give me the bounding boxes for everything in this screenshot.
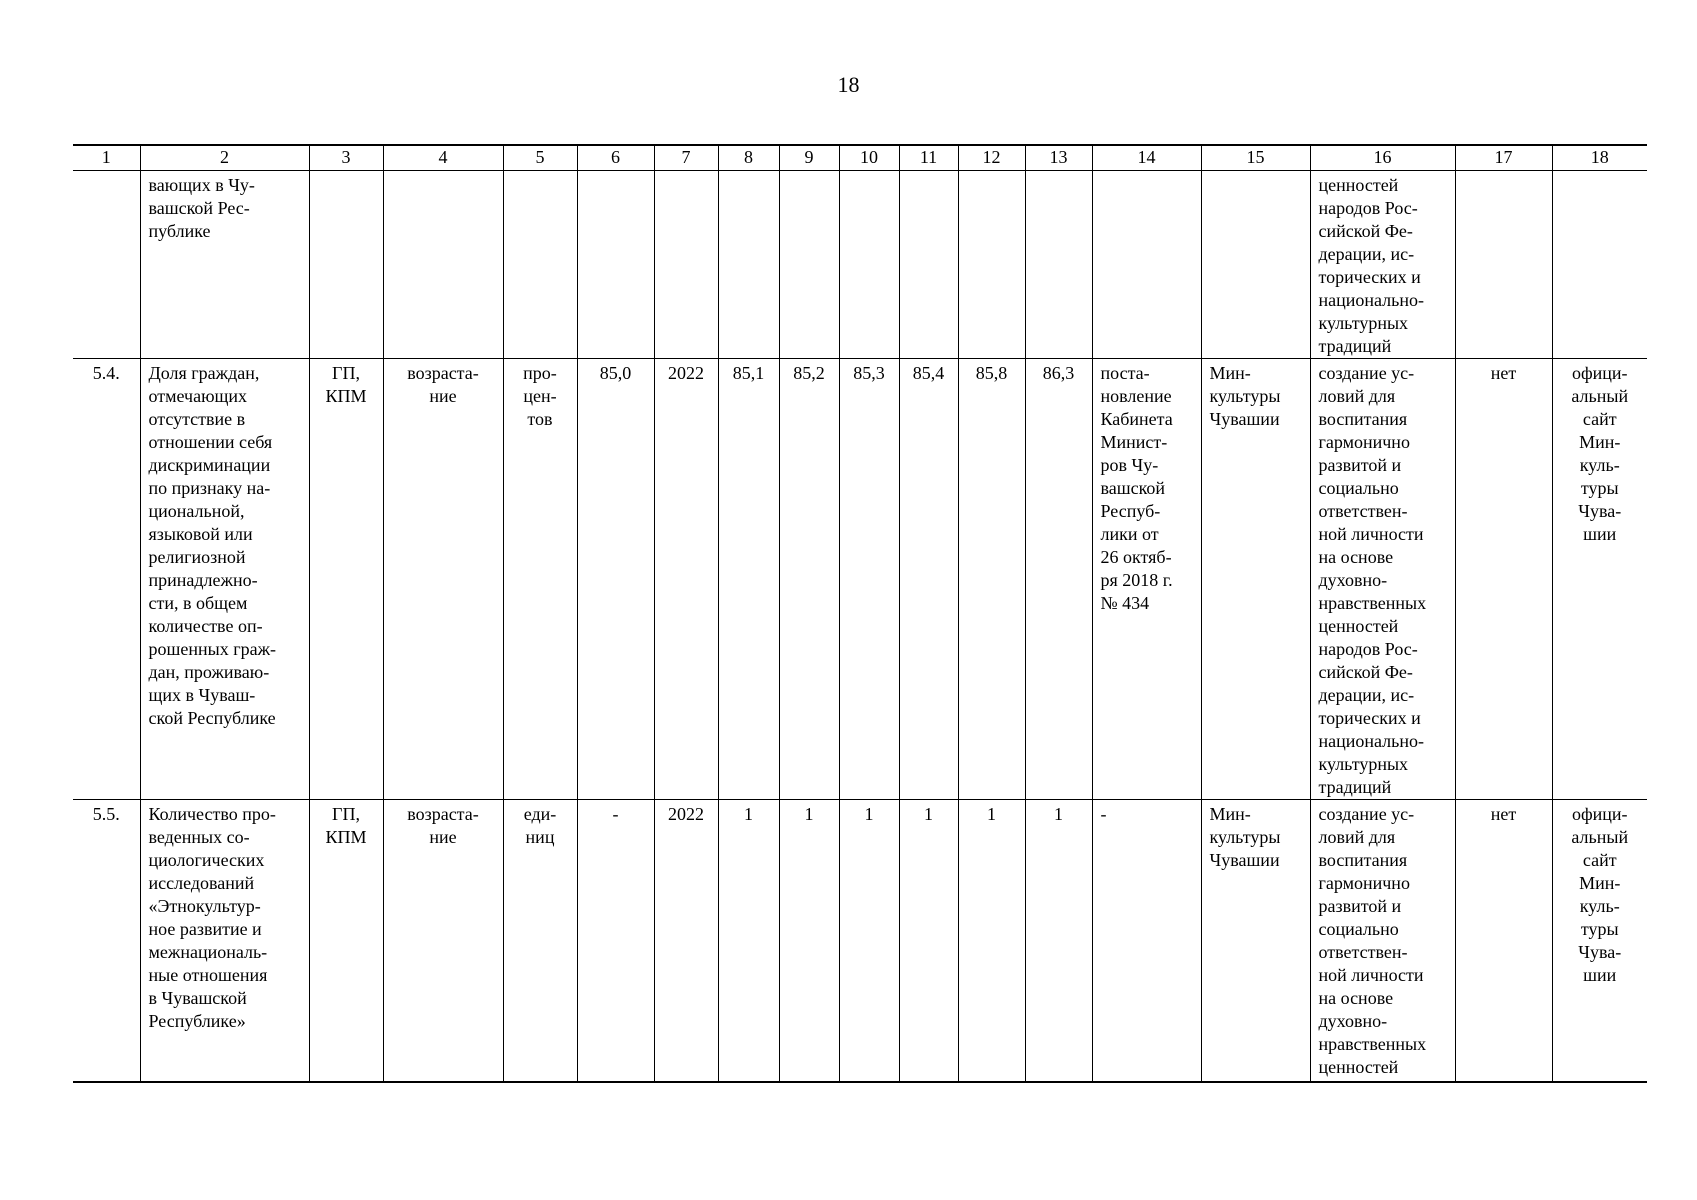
base-value-cell	[577, 171, 654, 359]
value-cell	[779, 171, 839, 359]
value-cell: 1	[958, 800, 1025, 1083]
column-header: 18	[1552, 145, 1647, 171]
column-header: 2	[140, 145, 309, 171]
value-cell	[899, 171, 958, 359]
column-header: 3	[309, 145, 383, 171]
base-value-cell: 85,0	[577, 359, 654, 800]
column-header: 17	[1455, 145, 1552, 171]
base-year-cell: 2022	[654, 800, 718, 1083]
value-cell	[839, 171, 899, 359]
responsible-cell: Мин- культуры Чувашии	[1201, 359, 1310, 800]
table-row	[73, 359, 1647, 800]
document-cell: -	[1092, 800, 1201, 1083]
trend-cell: возраста- ние	[383, 800, 503, 1083]
goal-cell: создание ус- ловий для воспитания гармонично развитой и социально ответствен- ной личности на основе духовно- нравственных ценностей народов Рос- сийской Фе- дерации, ис- торических и национально- культурных традиций	[1310, 359, 1455, 800]
column-header: 8	[718, 145, 779, 171]
column-header: 11	[899, 145, 958, 171]
column-header: 7	[654, 145, 718, 171]
base-year-cell	[654, 171, 718, 359]
value-cell	[958, 171, 1025, 359]
column-number-row	[73, 145, 1647, 171]
column-header: 10	[839, 145, 899, 171]
indicator-cell: Доля граждан, отмечающих отсутствие в отношении себя дискриминации по признаку на- циональной, языковой или религиозной принадлежно- сти, в общем количестве оп- рошенных граж- дан, проживаю- щих в Чуваш- ской Республике	[140, 359, 309, 800]
page-number: 18	[837, 72, 860, 97]
goal-cell: ценностей народов Рос- сийской Фе- дерации, ис- торических и национально- культурных традиций	[1310, 171, 1455, 359]
goal-cell: создание ус- ловий для воспитания гармонично развитой и социально ответствен- ной личности на основе духовно- нравственных ценностей	[1310, 800, 1455, 1083]
column-header: 1	[73, 145, 140, 171]
column-header: 13	[1025, 145, 1092, 171]
table-row	[73, 171, 1647, 359]
value-cell: 1	[779, 800, 839, 1083]
indicator-cell: Количество про- веденных со- циологических исследований «Этнокультур- ное развитие и межнациональ- ные отношения в Чувашской Республике»	[140, 800, 309, 1083]
unit-cell	[503, 171, 577, 359]
value-cell: 1	[839, 800, 899, 1083]
unit-cell: про- цен- тов	[503, 359, 577, 800]
value-cell: 1	[718, 800, 779, 1083]
value-cell	[718, 171, 779, 359]
row-number-cell: 5.4.	[73, 359, 140, 800]
value-cell: 1	[1025, 800, 1092, 1083]
value-cell	[1025, 171, 1092, 359]
column-header: 6	[577, 145, 654, 171]
col17-cell: нет	[1455, 359, 1552, 800]
trend-cell: возраста- ние	[383, 359, 503, 800]
responsible-cell: Мин- культуры Чувашии	[1201, 800, 1310, 1083]
row-number-cell	[73, 171, 140, 359]
value-cell: 1	[899, 800, 958, 1083]
column-header: 5	[503, 145, 577, 171]
program-cell	[309, 171, 383, 359]
col17-cell	[1455, 171, 1552, 359]
row-number-cell: 5.5.	[73, 800, 140, 1083]
column-header: 14	[1092, 145, 1201, 171]
source-cell: офици- альный сайт Мин- куль- туры Чува- шии	[1552, 359, 1647, 800]
column-header: 4	[383, 145, 503, 171]
col17-cell: нет	[1455, 800, 1552, 1083]
value-cell: 85,1	[718, 359, 779, 800]
column-header: 16	[1310, 145, 1455, 171]
unit-cell: еди- ниц	[503, 800, 577, 1083]
value-cell: 86,3	[1025, 359, 1092, 800]
responsible-cell	[1201, 171, 1310, 359]
column-header: 15	[1201, 145, 1310, 171]
value-cell: 85,4	[899, 359, 958, 800]
document-cell	[1092, 171, 1201, 359]
base-value-cell: -	[577, 800, 654, 1083]
source-cell: офици- альный сайт Мин- куль- туры Чува- шии	[1552, 800, 1647, 1083]
program-cell: ГП, КПМ	[309, 800, 383, 1083]
indicator-cell: вающих в Чу- вашской Рес- публике	[140, 171, 309, 359]
column-header: 9	[779, 145, 839, 171]
column-header: 12	[958, 145, 1025, 171]
document-cell: поста- новление Кабинета Минист- ров Чу- вашской Респуб- лики от 26 октяб- ря 2018 г. № 434	[1092, 359, 1201, 800]
base-year-cell: 2022	[654, 359, 718, 800]
source-cell	[1552, 171, 1647, 359]
value-cell: 85,8	[958, 359, 1025, 800]
indicators-table	[73, 144, 1647, 1083]
value-cell: 85,3	[839, 359, 899, 800]
trend-cell	[383, 171, 503, 359]
program-cell: ГП, КПМ	[309, 359, 383, 800]
table-row	[73, 800, 1647, 1083]
value-cell: 85,2	[779, 359, 839, 800]
